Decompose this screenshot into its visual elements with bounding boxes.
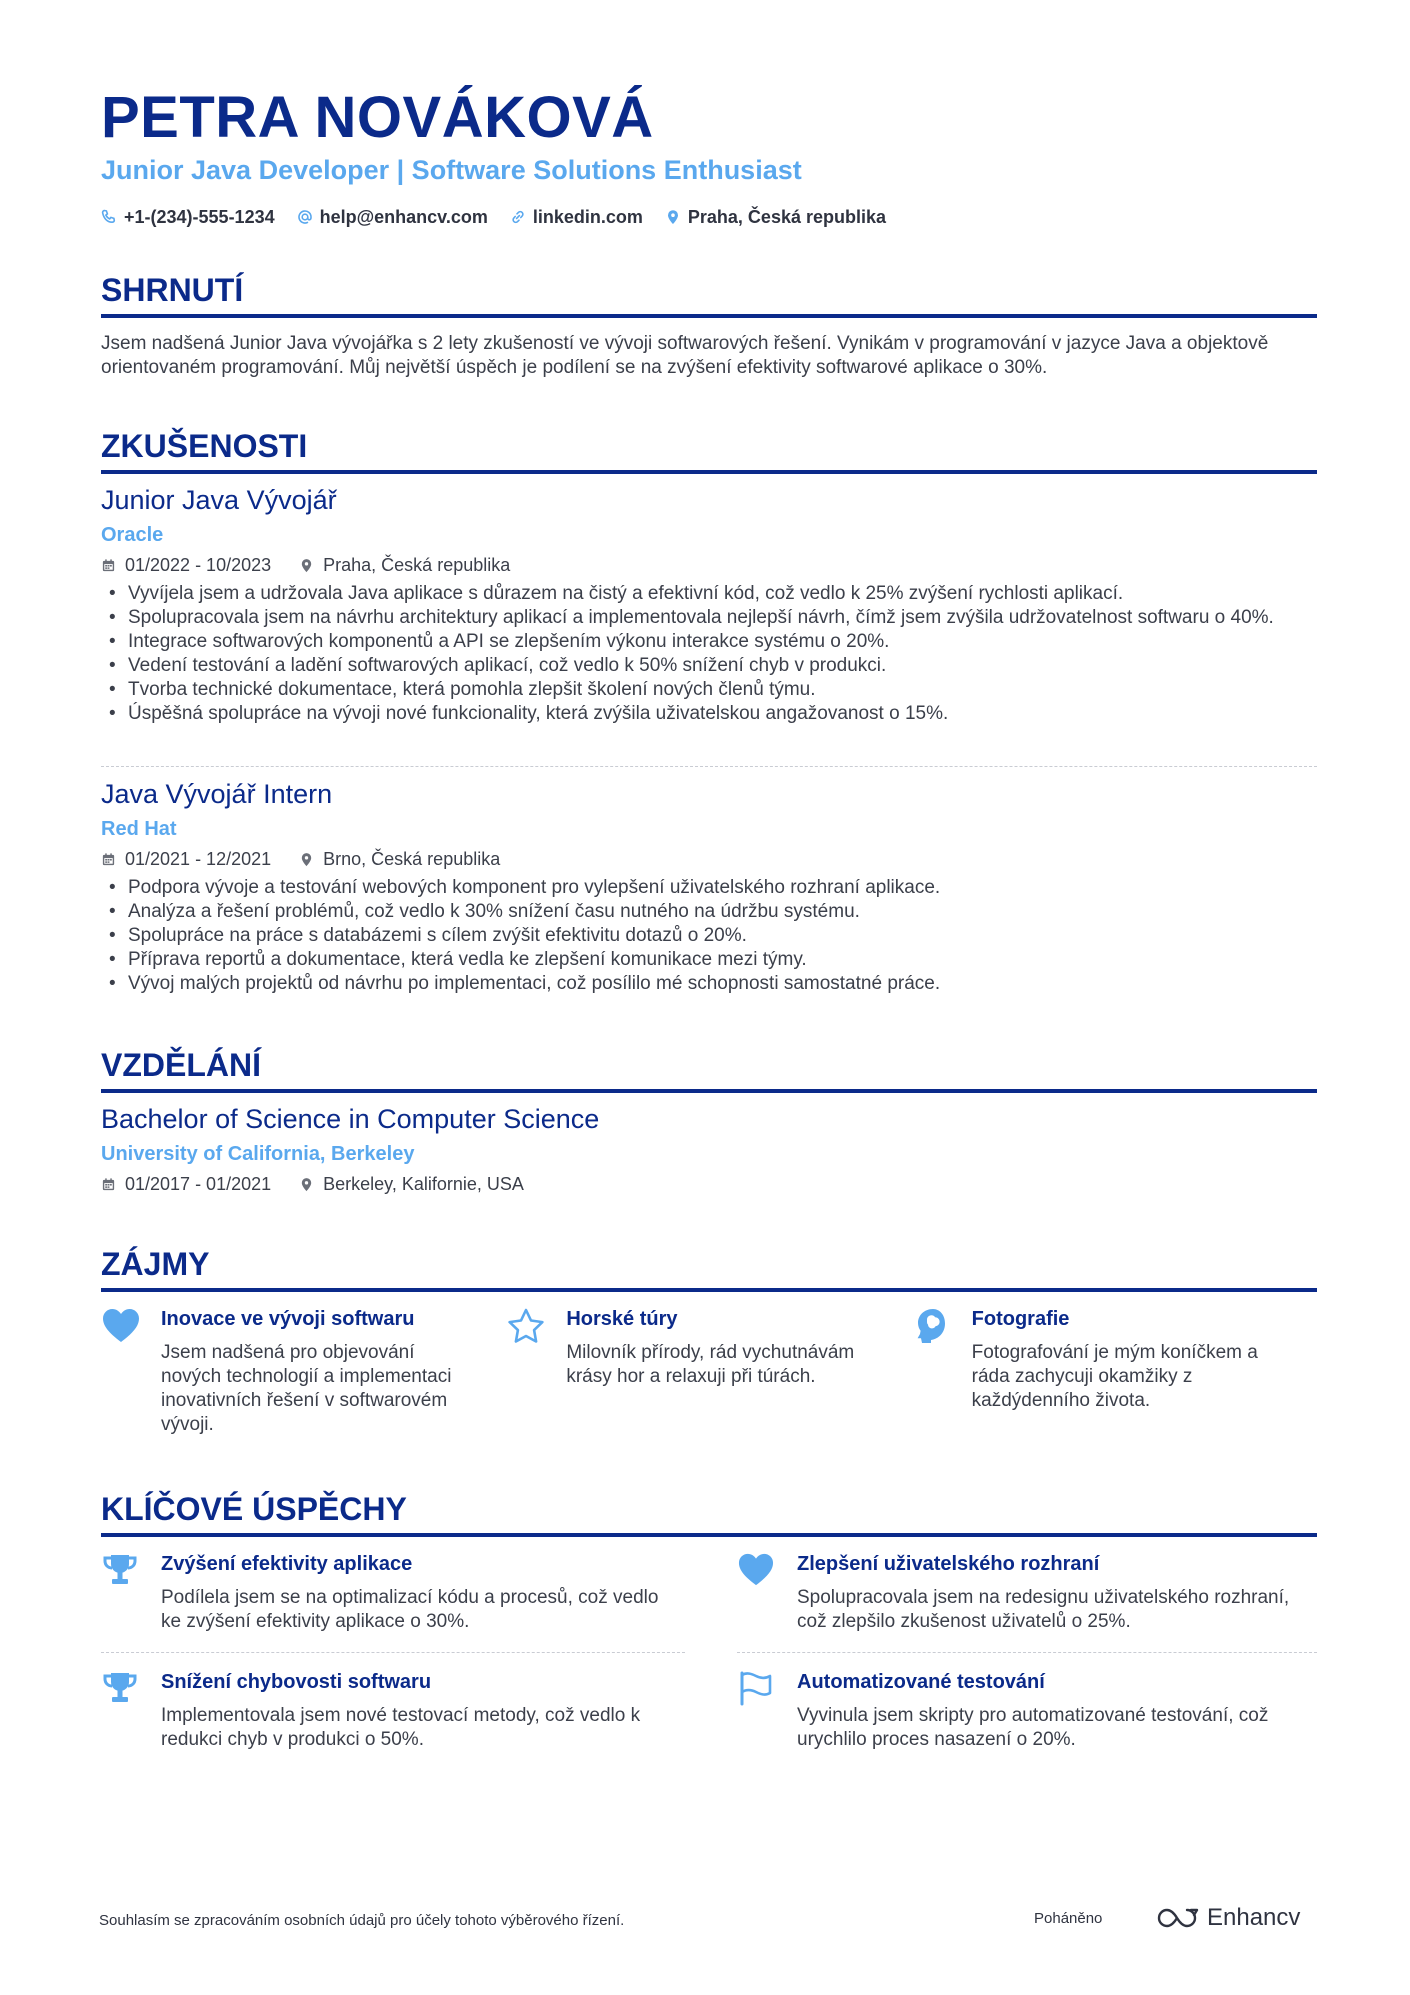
phone-text: +1-(234)-555-1234: [124, 207, 275, 227]
achievements-heading: KLÍČOVÉ ÚSPĚCHY: [101, 1489, 1317, 1537]
email-text: help@enhancv.com: [319, 207, 488, 227]
star-icon: [506, 1307, 546, 1345]
candidate-tagline: Junior Java Developer | Software Solutions Enthusiast: [101, 155, 802, 185]
interest-desc: Fotografování je mým koníčkem a ráda zachycuji okamžiky z každýdenního života.: [971, 1342, 1258, 1411]
location-pin-icon: [665, 209, 681, 225]
list-item: • Tvorba technické dokumentace, která pomohla zlepšit školení nových členů týmu.: [101, 678, 1317, 702]
education-dates: [101, 1172, 271, 1196]
list-item: • Vývoj malých projektů od návrhu po implementaci, což posílilo mé schopnosti samostatné práce.: [101, 972, 1317, 996]
location-pin-icon: [299, 1177, 314, 1192]
interest-title: Horské túry: [566, 1308, 678, 1330]
education-location-text: Berkeley, Kalifornie, USA: [323, 1174, 524, 1194]
job-dates-text: 01/2022 - 10/2023: [125, 555, 272, 575]
list-item: • Podpora vývoje a testování webových komponent pro vylepšení uživatelského rozhraní aplikace.: [101, 876, 1317, 900]
achievement-title: Zvýšení efektivity aplikace: [161, 1553, 413, 1575]
calendar-icon: [101, 1177, 116, 1192]
job-divider: [101, 766, 1317, 767]
achievement-item: [101, 1550, 686, 1634]
education-section: [101, 1045, 1317, 1093]
list-item: • Spolupracovala jsem na návrhu architektury aplikací a implementovala nejlepší návrh, čímž jsem zvýšila udržovatelnost softwaru o 40%.: [101, 606, 1317, 630]
achievement-desc: Spolupracovala jsem na redesignu uživatelského rozhraní, což zlepšilo zkušenost uživatelů o 25%.: [797, 1587, 1290, 1632]
interest-item: [101, 1305, 506, 1437]
calendar-icon: [101, 558, 116, 573]
job-bullets: [101, 876, 1317, 996]
education-heading: VZDĚLÁNÍ: [101, 1045, 1317, 1093]
contact-location: [665, 204, 886, 230]
contact-linkedin[interactable]: [510, 204, 643, 230]
trophy-icon: [101, 1670, 139, 1706]
infinity-logo-icon: [1155, 1905, 1201, 1931]
list-item: • Integrace softwarových komponentů a API se zlepšením výkonu interakce systému o 20%.: [101, 630, 1317, 654]
candidate-name: PETRA NOVÁKOVÁ: [101, 85, 654, 150]
powered-by-label: Poháněno: [1034, 1910, 1103, 1927]
achievement-desc: Podílela jsem se na optimalizací kódu a procesů, což vedlo ke zvýšení efektivity aplikace o 30%.: [161, 1587, 659, 1632]
job-dates: [101, 847, 271, 871]
list-item: • Úspěšná spolupráce na vývoji nové funkcionality, která zvýšila uživatelskou angažovanost o 15%.: [101, 702, 1317, 726]
education-location: [299, 1172, 524, 1196]
achievement-item: [101, 1668, 686, 1752]
interests-grid: [101, 1305, 1317, 1437]
interest-title: Fotografie: [971, 1308, 1070, 1330]
link-icon: [510, 209, 526, 225]
achievement-desc: Implementovala jsem nové testovací metody, což vedlo k redukci chyb v produkci o 50%.: [161, 1705, 641, 1750]
education-dates-text: 01/2017 - 01/2021: [125, 1174, 272, 1194]
contact-email[interactable]: [297, 204, 488, 230]
interest-item: [506, 1305, 911, 1437]
job-location-text: Brno, Česká republika: [323, 849, 501, 869]
education-entry: [101, 1102, 1317, 1196]
location-pin-icon: [299, 558, 314, 573]
achievement-title: Zlepšení uživatelského rozhraní: [797, 1553, 1100, 1575]
school-name: University of California, Berkeley: [101, 1143, 415, 1165]
achievement-desc: Vyvinula jsem skripty pro automatizované testování, což urychlilo proces nasazení o 20%.: [797, 1705, 1269, 1750]
trophy-icon: [101, 1552, 139, 1588]
list-item: • Příprava reportů a dokumentace, která vedla ke zlepšení komunikace mezi týmy.: [101, 948, 1317, 972]
job-location: [299, 553, 510, 577]
achievement-item: [737, 1668, 1322, 1752]
brand-name: Enhancv: [1207, 1904, 1301, 1931]
summary-section: [101, 270, 1317, 380]
experience-section: [101, 426, 1317, 474]
job-company: Oracle: [101, 524, 164, 546]
calendar-icon: [101, 852, 116, 867]
summary-text: Jsem nadšená Junior Java vývojářka s 2 lety zkušeností ve vývoji softwarových řešení. Vynikám v programování v jazyce Java a objektově orientovaném programování. Můj největší úspěch je podílení se na zvýšení efektivity softwarové aplikace o 30%.: [101, 333, 1269, 378]
interest-item: [912, 1305, 1317, 1437]
job-title: Junior Java Vývojář: [101, 485, 337, 515]
achievements-section: [101, 1489, 1317, 1537]
job-bullets: [101, 582, 1317, 726]
linkedin-text: linkedin.com: [532, 207, 643, 227]
at-icon: [297, 209, 313, 225]
achievement-title: Snížení chybovosti softwaru: [161, 1671, 432, 1693]
job-company: Red Hat: [101, 818, 177, 840]
interest-desc: Milovník přírody, rád vychutnávám krásy hor a relaxuji při túrách.: [566, 1342, 855, 1387]
job-entry: [101, 483, 1317, 726]
job-title: Java Vývojář Intern: [101, 779, 333, 809]
achievement-divider: [737, 1652, 1317, 1653]
contact-bar: [101, 204, 886, 230]
achievement-title: Automatizované testování: [797, 1671, 1045, 1693]
achievement-divider: [101, 1652, 685, 1653]
job-location: [299, 847, 500, 871]
list-item: • Vyvíjela jsem a udržovala Java aplikace s důrazem na čistý a efektivní kód, což vedlo k 25% zvýšení rychlosti aplikací.: [101, 582, 1317, 606]
location-pin-icon: [299, 852, 314, 867]
flag-icon: [737, 1670, 775, 1706]
heart-icon: [101, 1307, 141, 1345]
job-meta: [101, 847, 1317, 871]
contact-phone[interactable]: [101, 204, 275, 230]
experience-heading: ZKUŠENOSTI: [101, 426, 1317, 474]
job-dates: [101, 553, 271, 577]
education-meta: [101, 1172, 1317, 1196]
list-item: • Spolupráce na práce s databázemi s cílem zvýšit efektivitu dotazů o 20%.: [101, 924, 1317, 948]
job-meta: [101, 553, 1317, 577]
location-text: Praha, Česká republika: [687, 207, 887, 227]
achievement-item: [737, 1550, 1322, 1634]
list-item: • Vedení testování a ladění softwarových aplikací, což vedlo k 50% snížení chyb v produkci.: [101, 654, 1317, 678]
list-item: • Analýza a řešení problémů, což vedlo k 30% snížení času nutného na údržbu systému.: [101, 900, 1317, 924]
interest-desc: Jsem nadšená pro objevování nových technologií a implementaci inovativních řešení v softwarovém vývoji.: [161, 1342, 452, 1435]
job-location-text: Praha, Česká republika: [323, 555, 511, 575]
consent-text: Souhlasím se zpracováním osobních údajů pro účely tohoto výběrového řízení.: [99, 1912, 625, 1929]
phone-icon: [101, 209, 117, 225]
head-brain-icon: [912, 1307, 952, 1345]
degree-title: Bachelor of Science in Computer Science: [101, 1104, 600, 1134]
interest-title: Inovace ve vývoji softwaru: [161, 1308, 415, 1330]
job-entry: [101, 777, 1317, 996]
job-dates-text: 01/2021 - 12/2021: [125, 849, 272, 869]
enhancv-logo[interactable]: [1155, 1903, 1300, 1933]
interests-section: [101, 1244, 1317, 1292]
heart-icon: [737, 1552, 775, 1588]
interests-heading: ZÁJMY: [101, 1244, 1317, 1292]
summary-heading: SHRNUTÍ: [101, 270, 1317, 318]
